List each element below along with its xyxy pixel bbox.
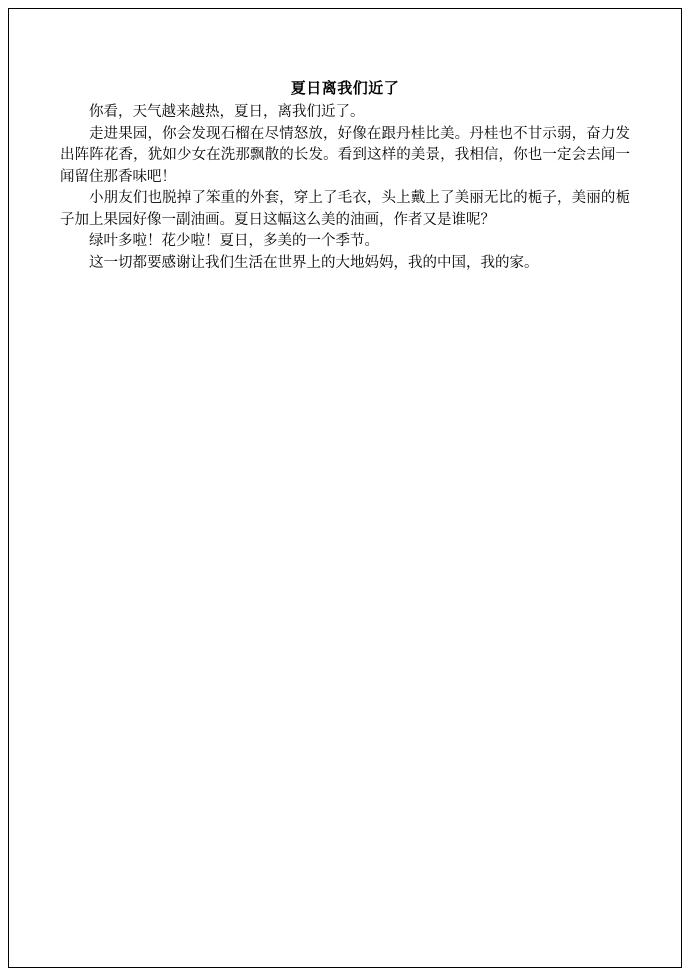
paragraph: 小朋友们也脱掉了笨重的外套，穿上了毛衣，头上戴上了美丽无比的栀子，美丽的栀子加上果园好像一副油画。夏日这幅这么美的油画，作者又是谁呢？ [60, 190, 630, 228]
paragraph: 走进果园，你会发现石榴在尽情怒放，好像在跟丹桂比美。丹桂也不甘示弱，奋力发出阵阵花香，犹如少女在洗那飘散的长发。看到这样的美景，我相信，你也一定会去闻一闻留住那香味吧！ [60, 125, 630, 185]
document-body [60, 78, 630, 274]
paragraph: 你看，天气越来越热，夏日，离我们近了。 [89, 104, 365, 120]
paragraph: 绿叶多啦！花少啦！夏日，多美的一个季节。 [89, 233, 379, 249]
paragraph: 这一切都要感谢让我们生活在世界上的大地妈妈，我的中国，我的家。 [89, 254, 539, 271]
page-title: 夏日离我们近了 [290, 81, 400, 97]
